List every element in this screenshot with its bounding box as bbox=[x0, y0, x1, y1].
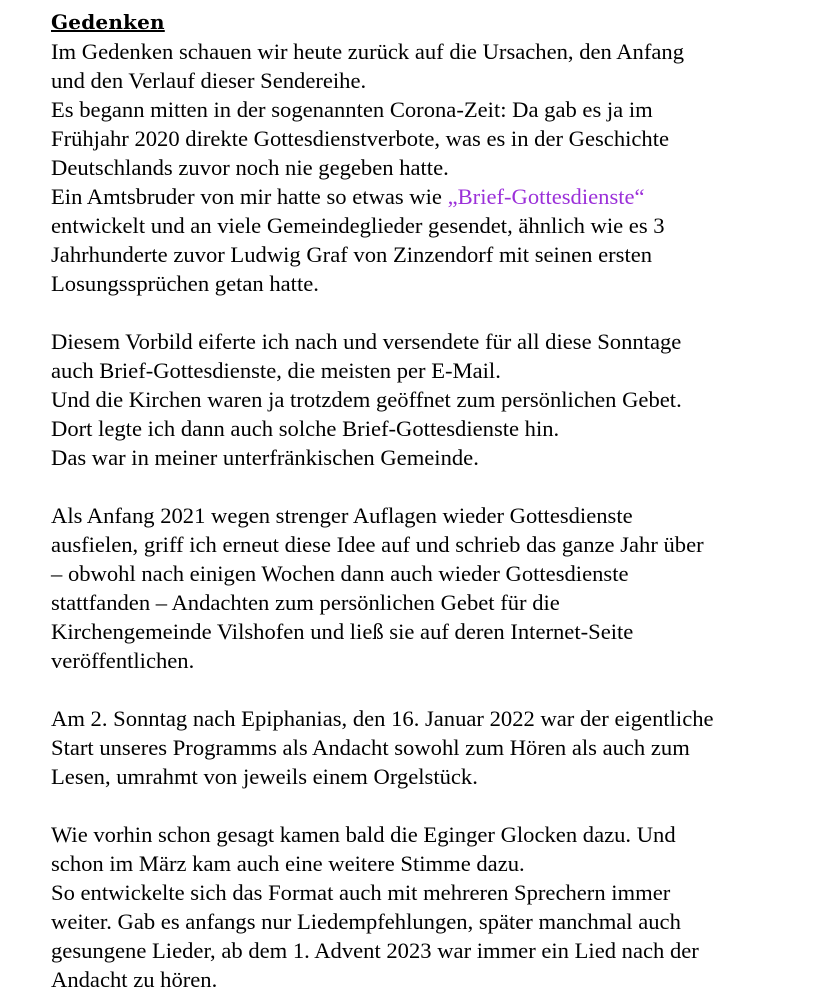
paragraph-2 bbox=[51, 327, 811, 472]
text-line: Am 2. Sonntag nach Epiphanias, den 16. Januar 2022 war der eigentliche bbox=[51, 706, 714, 731]
text-line: Diesem Vorbild eiferte ich nach und versendete für all diese Sonntage bbox=[51, 329, 682, 354]
paragraph-gap bbox=[51, 472, 811, 501]
text-line: entwickelt und an viele Gemeindeglieder gesendet, ähnlich wie es 3 bbox=[51, 213, 665, 238]
text-line: und den Verlauf dieser Sendereihe. bbox=[51, 68, 367, 93]
section-heading: Gedenken bbox=[51, 10, 165, 34]
text-line: Frühjahr 2020 direkte Gottesdienstverbote, was es in der Geschichte bbox=[51, 126, 670, 151]
text-line: stattfanden – Andachten zum persönlichen Gebet für die bbox=[51, 590, 560, 615]
text-line bbox=[51, 182, 811, 211]
text-line: Als Anfang 2021 wegen strenger Auflagen wieder Gottesdienste bbox=[51, 503, 633, 528]
paragraph-1 bbox=[51, 37, 811, 298]
text-line: schon im März kam auch eine weitere Stimme dazu. bbox=[51, 851, 525, 876]
text-line: Dort legte ich dann auch solche Brief-Gottesdienste hin. bbox=[51, 416, 560, 441]
text-line: gesungene Lieder, ab dem 1. Advent 2023 war immer ein Lied nach der bbox=[51, 938, 699, 963]
paragraph-3 bbox=[51, 501, 811, 675]
text-line: weiter. Gab es anfangs nur Liedempfehlungen, später manchmal auch bbox=[51, 909, 681, 934]
text-line: Jahrhunderte zuvor Ludwig Graf von Zinzendorf mit seinen ersten bbox=[51, 242, 653, 267]
paragraph-gap bbox=[51, 791, 811, 820]
paragraph-5 bbox=[51, 820, 811, 994]
text-line: So entwickelte sich das Format auch mit mehreren Sprechern immer bbox=[51, 880, 671, 905]
text-line: ausfielen, griff ich erneut diese Idee auf und schrieb das ganze Jahr über bbox=[51, 532, 704, 557]
text-line: Und die Kirchen waren ja trotzdem geöffnet zum persönlichen Gebet. bbox=[51, 387, 682, 412]
text-line: Losungssprüchen getan hatte. bbox=[51, 271, 319, 296]
text-line: Start unseres Programms als Andacht sowohl zum Hören als auch zum bbox=[51, 735, 690, 760]
highlighted-term: „Brief-Gottesdienste“ bbox=[447, 184, 645, 209]
text-line: Deutschlands zuvor noch nie gegeben hatte. bbox=[51, 155, 449, 180]
paragraph-gap bbox=[51, 298, 811, 327]
text-line: Andacht zu hören. bbox=[51, 967, 218, 992]
text-line: auch Brief-Gottesdienste, die meisten per E-Mail. bbox=[51, 358, 501, 383]
document-page bbox=[51, 8, 811, 994]
text-segment: Ein Amtsbruder von mir hatte so etwas wie bbox=[51, 184, 448, 209]
text-line: Es begann mitten in der sogenannten Corona-Zeit: Da gab es ja im bbox=[51, 97, 653, 122]
text-line: – obwohl nach einigen Wochen dann auch wieder Gottesdienste bbox=[51, 561, 629, 586]
text-line: Im Gedenken schauen wir heute zurück auf die Ursachen, den Anfang bbox=[51, 39, 684, 64]
paragraph-gap bbox=[51, 675, 811, 704]
text-line: veröffentlichen. bbox=[51, 648, 195, 673]
text-line: Das war in meiner unterfränkischen Gemeinde. bbox=[51, 445, 479, 470]
text-line: Lesen, umrahmt von jeweils einem Orgelstück. bbox=[51, 764, 478, 789]
paragraph-4 bbox=[51, 704, 811, 791]
text-line: Wie vorhin schon gesagt kamen bald die Eginger Glocken dazu. Und bbox=[51, 822, 676, 847]
text-line: Kirchengemeinde Vilshofen und ließ sie auf deren Internet-Seite bbox=[51, 619, 634, 644]
